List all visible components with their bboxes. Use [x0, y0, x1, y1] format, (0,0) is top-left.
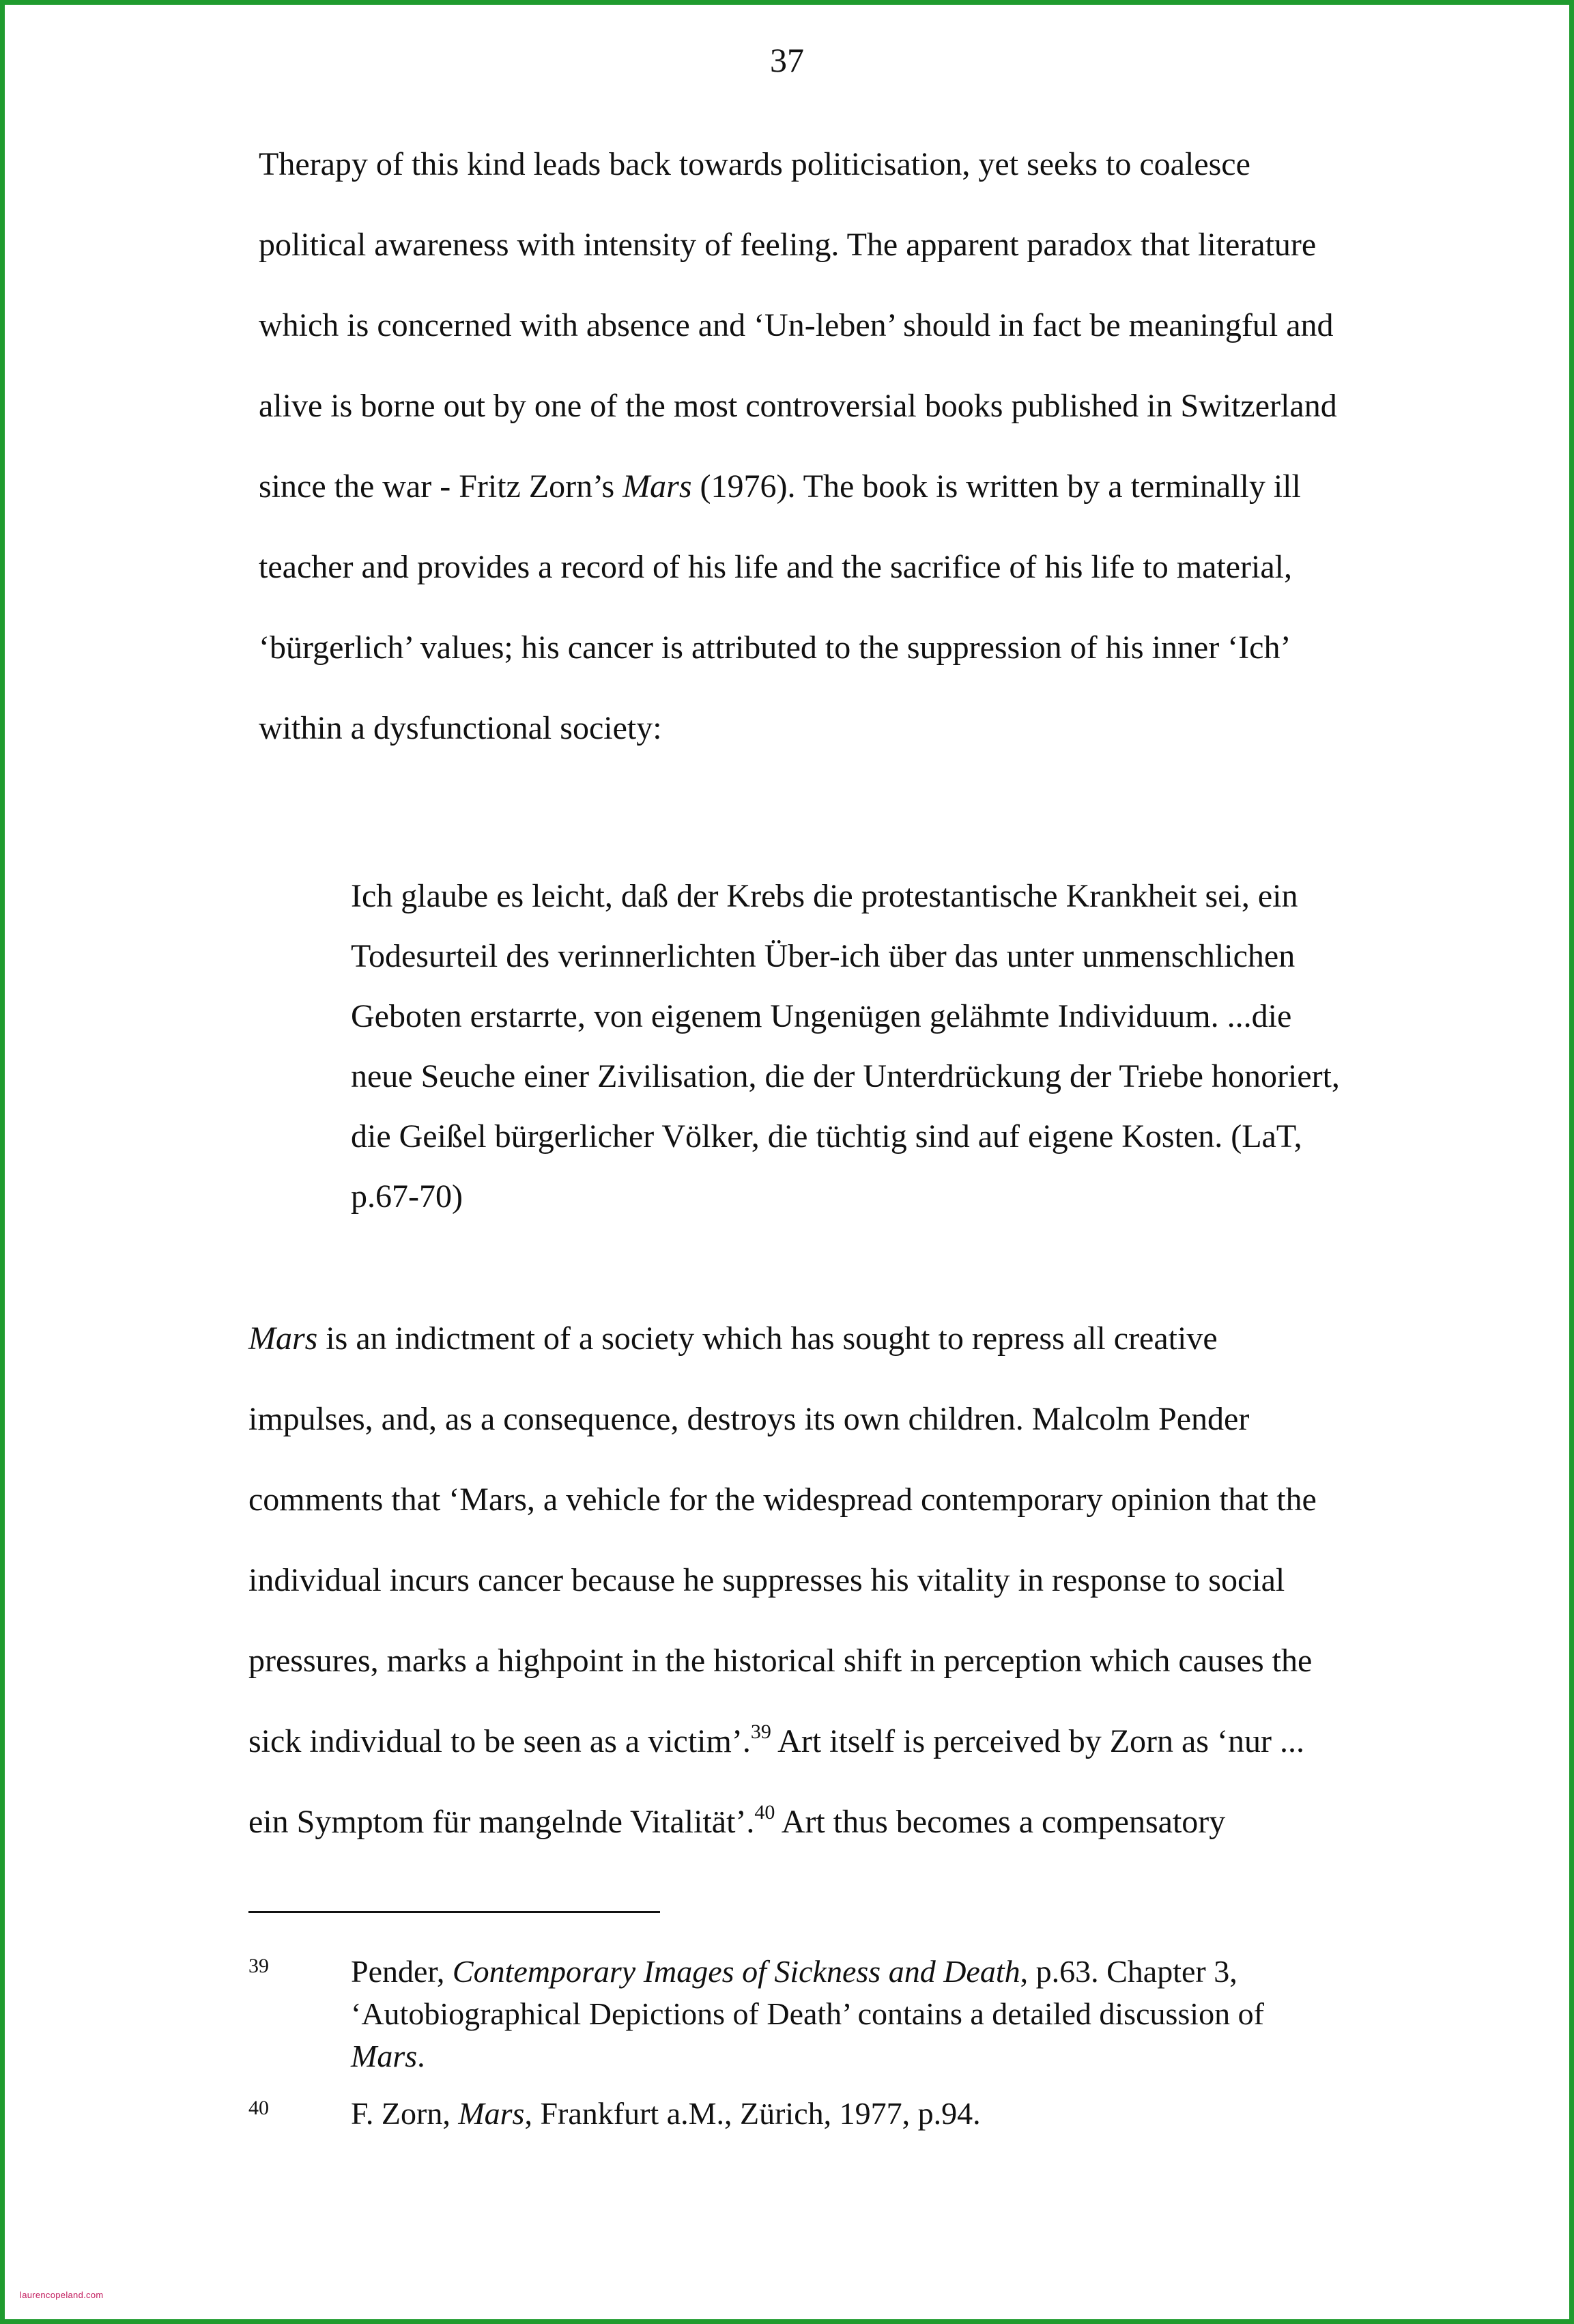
watermark: laurencopeland.com: [20, 2290, 104, 2300]
paragraph-line: Therapy of this kind leads back towards politicisation, yet seeks to coalesce: [259, 146, 1250, 182]
page-number: 37: [770, 41, 804, 79]
paragraph-line: [248, 1782, 1317, 1862]
text-run: is an indictment of a society which has sought to repress all creative: [317, 1320, 1218, 1357]
paragraph-line: [259, 447, 1337, 527]
text-run: F. Zorn,: [351, 2096, 459, 2131]
paragraph-line: [248, 1701, 1317, 1782]
quote-line: Ich glaube es leicht, daß der Krebs die protestantische Krankheit sei, ein: [351, 878, 1298, 914]
footnote-text: [351, 1951, 1264, 2078]
text-run: Art thus becomes a compensatory: [775, 1804, 1226, 1840]
text-run: since the war - Fritz Zorn’s: [259, 468, 623, 505]
paragraph-line: [248, 1299, 1317, 1379]
footnote-line: ‘Autobiographical Depictions of Death’ contains a detailed discussion of: [351, 1996, 1264, 2031]
paragraph-2: [248, 1299, 1317, 1862]
cited-title: Contemporary Images of Sickness and Death: [452, 1954, 1020, 1989]
cited-title: Mars: [351, 2039, 418, 2073]
text-run: , p.63. Chapter 3,: [1020, 1954, 1237, 1989]
text-run: Art itself is perceived by Zorn as ‘nur ...: [771, 1723, 1304, 1759]
footnote-number: 40: [248, 2097, 269, 2119]
paragraph-1: [259, 124, 1337, 769]
book-title-mars: Mars: [623, 468, 692, 505]
paragraph-line: which is concerned with absence and ‘Un-leben’ should in fact be meaningful and: [259, 307, 1334, 343]
paragraph-line: alive is borne out by one of the most controversial books published in Switzerland: [259, 388, 1337, 424]
block-quote: [351, 866, 1340, 1227]
cited-title: Mars: [458, 2096, 525, 2131]
quote-line: Todesurteil des verinnerlichten Über-ich über das unter unmenschlichen: [351, 938, 1296, 974]
quote-line: neue Seuche einer Zivilisation, die der Unterdrückung der Triebe honoriert,: [351, 1058, 1340, 1094]
paragraph-line: political awareness with intensity of feeling. The apparent paradox that literature: [259, 227, 1317, 263]
text-run: sick individual to be seen as a victim’.: [248, 1723, 751, 1759]
text-run: (1976). The book is written by a terminally ill: [691, 468, 1301, 505]
footnote-number: 39: [248, 1955, 269, 1977]
paragraph-line: impulses, and, as a consequence, destroys its own children. Malcolm Pender: [248, 1401, 1250, 1437]
text-run: ein Symptom für mangelnde Vitalität’.: [248, 1804, 755, 1840]
text-run: , Frankfurt a.M., Zürich, 1977, p.94.: [524, 2096, 981, 2131]
paragraph-line: within a dysfunctional society:: [259, 710, 662, 746]
paragraph-line: individual incurs cancer because he suppresses his vitality in response to social: [248, 1562, 1285, 1598]
footnote-line: [351, 2035, 1264, 2078]
paragraph-line: comments that ‘Mars, a vehicle for the widespread contemporary opinion that the: [248, 1482, 1317, 1518]
book-title-mars: Mars: [248, 1320, 318, 1357]
quote-line: p.67-70): [351, 1178, 463, 1215]
footnote-line: [351, 2093, 981, 2135]
footnote-text: [351, 2093, 981, 2135]
text-run: .: [417, 2039, 425, 2073]
paragraph-line: pressures, marks a highpoint in the historical shift in perception which causes the: [248, 1643, 1313, 1679]
footnote-separator: [248, 1911, 660, 1913]
footnote-ref-40[interactable]: 40: [754, 1801, 775, 1824]
paragraph-line: ‘bürgerlich’ values; his cancer is attributed to the suppression of his inner ‘Ich’: [259, 629, 1291, 666]
paragraph-line: teacher and provides a record of his life and the sacrifice of his life to material,: [259, 549, 1293, 585]
footnote-ref-39[interactable]: 39: [750, 1720, 771, 1743]
quote-line: Geboten erstarrte, von eigenem Ungenügen gelähmte Individuum. ...die: [351, 998, 1292, 1034]
text-run: Pender,: [351, 1954, 453, 1989]
footnote-line: [351, 1951, 1264, 1993]
quote-line: die Geißel bürgerlicher Völker, die tüchtig sind auf eigene Kosten. (LaT,: [351, 1118, 1302, 1154]
